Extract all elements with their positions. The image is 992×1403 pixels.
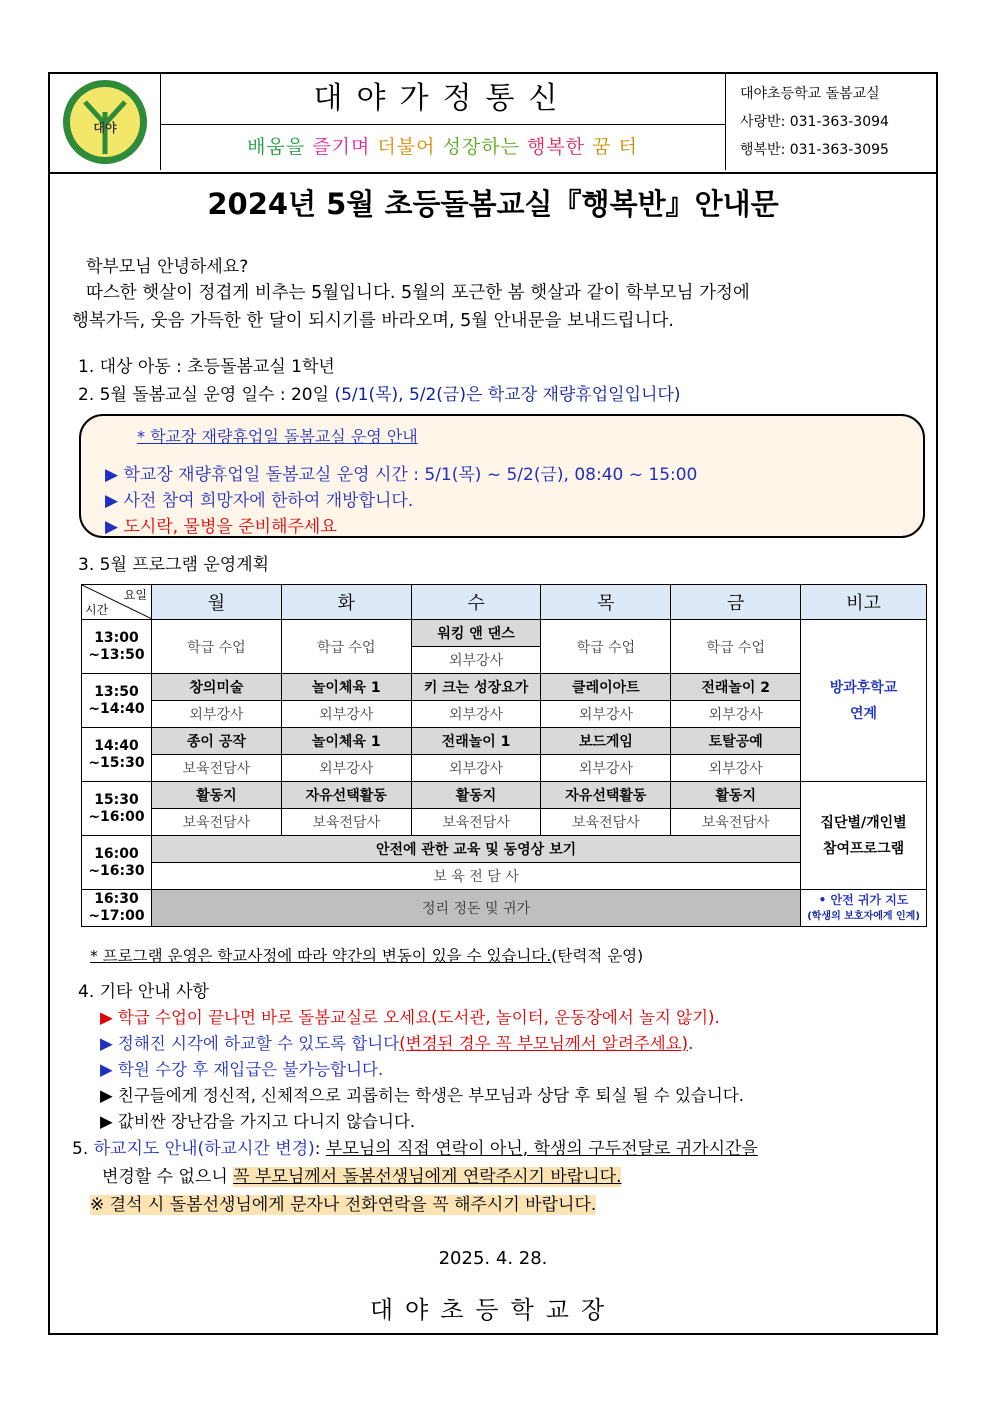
note-cell	[801, 620, 927, 782]
item-days	[78, 380, 681, 405]
time-cell	[82, 728, 152, 782]
item5-text: 부모님의 직접 연락이 아닌, 학생의 구두전달로 귀가시간을	[325, 1139, 758, 1159]
item5-line	[90, 1190, 596, 1215]
notice-line	[105, 512, 337, 537]
item-days-note: (5/1(목), 5/2(금)은 학교장 재량휴업일입니다)	[334, 385, 681, 405]
program-cell: 자유선택활동	[281, 782, 411, 809]
program-cell: 창의미술	[151, 674, 281, 701]
time-start: 13:00	[94, 629, 139, 646]
time-start: 14:40	[94, 737, 139, 754]
time-cell	[82, 674, 152, 728]
corner-time: 시간	[85, 603, 109, 617]
program-cell: 안전에 관한 교육 및 동영상 보기	[151, 836, 800, 863]
note-text: (학생의 보호자에게 인계)	[807, 910, 920, 922]
notice-title: * 학교장 재량휴업일 돌봄교실 운영 안내	[137, 427, 418, 446]
teacher-cell: 외부강사	[411, 755, 541, 782]
item5-highlight: 꼭 부모님께서 돌봄선생님에게 연락주시기 바랍니다.	[233, 1167, 622, 1187]
contact-info	[726, 74, 936, 170]
time-end: ~16:00	[88, 808, 145, 825]
teacher-cell: 외부강사	[411, 647, 541, 674]
time-start: 16:30	[94, 891, 139, 907]
time-cell	[82, 782, 152, 836]
item5-num: 5.	[72, 1139, 94, 1159]
note-text: 방과후학교	[829, 679, 898, 696]
note-text: 참여프로그램	[822, 840, 905, 857]
program-cell: 활동지	[671, 782, 801, 809]
etc-item: ▶ 값비싼 장난감을 가지고 다니지 않습니다.	[100, 1112, 416, 1131]
time-cell	[82, 836, 152, 890]
note-text: • 안전 귀가 지도	[818, 892, 909, 907]
page-title: 2024년 5월 초등돌봄교실『행복반』안내문	[207, 187, 779, 221]
notice-line: ▶ 학교장 재량휴업일 돌봄교실 운영 시간 : 5/1(목) ~ 5/2(금), 08:40 ~ 15:00	[105, 465, 698, 485]
notice-line-text: 도시락, 물병을 준비해주세요	[123, 517, 337, 537]
etc-item: ▶ 학원 수강 후 재입급은 불가능합니다.	[100, 1060, 384, 1079]
school-logo	[50, 74, 161, 170]
program-cell: 활동지	[411, 782, 541, 809]
schedule-table	[81, 584, 927, 927]
time-end: ~17:00	[88, 908, 145, 924]
item5-line	[72, 1134, 758, 1159]
teacher-cell: 외부강사	[541, 701, 671, 728]
note-text: 집단별/개인별	[820, 814, 907, 831]
day-header: 월	[151, 585, 281, 620]
teacher-cell: 외부강사	[281, 701, 411, 728]
notice-box	[79, 414, 925, 538]
item5-line	[102, 1162, 621, 1187]
time-cell	[82, 890, 152, 927]
program-cell: 학급 수업	[281, 620, 411, 674]
slogan-word: 행복한	[526, 136, 586, 158]
day-header: 목	[541, 585, 671, 620]
program-cell: 전래놀이 2	[671, 674, 801, 701]
program-cell: 전래놀이 1	[411, 728, 541, 755]
teacher-cell: 외부강사	[151, 701, 281, 728]
teacher-cell: 외부강사	[411, 701, 541, 728]
teacher-cell: 보육전담사	[411, 809, 541, 836]
document-date: 2025. 4. 28.	[438, 1248, 548, 1269]
etc-item-text: ▶ 정해진 시각에 하교할 수 있도록 합니다	[100, 1034, 400, 1053]
etc-item: ▶ 친구들에게 정신적, 신체적으로 괴롭히는 학생은 부모님과 상담 후 퇴실 될 수 있습니다.	[100, 1086, 744, 1105]
item5-colon: :	[314, 1139, 326, 1159]
schedule-heading: 3. 5월 프로그램 운영계획	[78, 555, 270, 575]
day-header: 화	[281, 585, 411, 620]
time-start: 13:50	[94, 683, 139, 700]
program-cell: 키 크는 성장요가	[411, 674, 541, 701]
footnote-tail: (탄력적 운영)	[551, 947, 644, 965]
slogan-word: 즐기며	[312, 136, 371, 158]
slogan-word: 더불어	[377, 136, 436, 158]
note-cell	[801, 782, 927, 890]
etc-item-end: .	[688, 1034, 694, 1053]
time-end: ~15:30	[88, 754, 145, 771]
teacher-cell: 외부강사	[671, 701, 801, 728]
time-end: ~13:50	[88, 646, 145, 663]
contact-line: 행복반: 031-363-3095	[740, 142, 889, 158]
principal-signature: 대야초등학교장	[369, 1296, 617, 1324]
program-cell: 학급 수업	[541, 620, 671, 674]
day-header: 금	[671, 585, 801, 620]
contact-line: 사랑반: 031-363-3094	[740, 114, 889, 130]
teacher-cell: 외부강사	[281, 755, 411, 782]
schedule-footnote	[90, 944, 643, 966]
time-start: 16:00	[94, 845, 139, 862]
table-corner	[82, 585, 152, 620]
slogan-word: 성장하는	[442, 136, 520, 158]
time-end: ~14:40	[88, 700, 145, 717]
logo-text: 대야	[93, 121, 117, 135]
program-cell: 정리 정돈 및 귀가	[151, 890, 800, 927]
greeting-line: 따스한 햇살이 정겹게 비추는 5월입니다. 5월의 포근한 봄 햇살과 같이 학부모님 가정에	[86, 283, 750, 303]
footnote-text: * 프로그램 운영은 학교사정에 따라 약간의 변동이 있을 수 있습니다.	[90, 947, 552, 965]
program-cell: 보드게임	[541, 728, 671, 755]
item-days-label: 2. 5월 돌봄교실 운영 일수 : 20일	[78, 385, 330, 405]
teacher-cell: 외부강사	[671, 755, 801, 782]
etc-item-emphasis: (변경된 경우 꼭 부모님께서 알려주세요)	[399, 1034, 689, 1053]
note-header: 비고	[801, 585, 927, 620]
item-target: 1. 대상 아동 : 초등돌봄교실 1학년	[78, 357, 335, 377]
teacher-cell: 보육전담사	[541, 809, 671, 836]
program-cell: 클레이아트	[541, 674, 671, 701]
teacher-cell: 보육전담사	[151, 755, 281, 782]
program-cell: 종이 공작	[151, 728, 281, 755]
etc-item	[100, 1030, 693, 1054]
greeting-line: 행복가득, 웃음 가득한 한 달이 되시기를 바라오며, 5월 안내문을 보내드립니다.	[72, 311, 674, 331]
newsletter-title: 대야가정통신	[160, 74, 725, 125]
etc-heading: 4. 기타 안내 사항	[78, 982, 209, 1002]
program-cell: 워킹 앤 댄스	[411, 620, 541, 647]
program-cell: 학급 수업	[671, 620, 801, 674]
item5-text: 변경할 수 없으니	[102, 1167, 234, 1187]
program-cell: 학급 수업	[151, 620, 281, 674]
item5-label: 하교지도 안내(하교시간 변경)	[93, 1139, 315, 1159]
program-cell: 놀이체육 1	[281, 728, 411, 755]
day-header: 수	[411, 585, 541, 620]
teacher-cell: 보육전담사	[671, 809, 801, 836]
time-cell	[82, 620, 152, 674]
program-cell: 자유선택활동	[541, 782, 671, 809]
contact-line: 대야초등학교 돌봄교실	[740, 86, 880, 102]
note-cell	[801, 890, 927, 927]
corner-day: 요일	[123, 588, 147, 602]
teacher-cell: 보 육 전 담 사	[151, 863, 800, 890]
time-start: 15:30	[94, 791, 139, 808]
etc-item: ▶ 학급 수업이 끝나면 바로 돌봄교실로 오세요(도서관, 놀이터, 운동장에서 놀지 않기).	[100, 1008, 720, 1027]
program-cell: 활동지	[151, 782, 281, 809]
teacher-cell: 보육전담사	[281, 809, 411, 836]
greeting-line: 학부모님 안녕하세요?	[86, 257, 249, 277]
teacher-cell: 보육전담사	[151, 809, 281, 836]
item5-highlight: ※ 결석 시 돌봄선생님에게 문자나 전화연락을 꼭 해주시기 바랍니다.	[90, 1195, 597, 1215]
notice-line: ▶ 사전 참여 희망자에 한하여 개방합니다.	[105, 491, 414, 511]
teacher-cell: 외부강사	[541, 755, 671, 782]
slogan-word: 배움을	[247, 136, 306, 158]
time-end: ~16:30	[88, 862, 145, 879]
slogan-word: 꿈 터	[592, 136, 638, 158]
document-frame	[48, 72, 938, 1335]
slogan	[160, 125, 725, 170]
program-cell: 놀이체육 1	[281, 674, 411, 701]
program-cell: 토탈공예	[671, 728, 801, 755]
arrow-icon: ▶	[105, 517, 119, 537]
note-text: 연계	[850, 705, 878, 722]
title-cell	[160, 74, 726, 170]
header	[50, 74, 936, 174]
